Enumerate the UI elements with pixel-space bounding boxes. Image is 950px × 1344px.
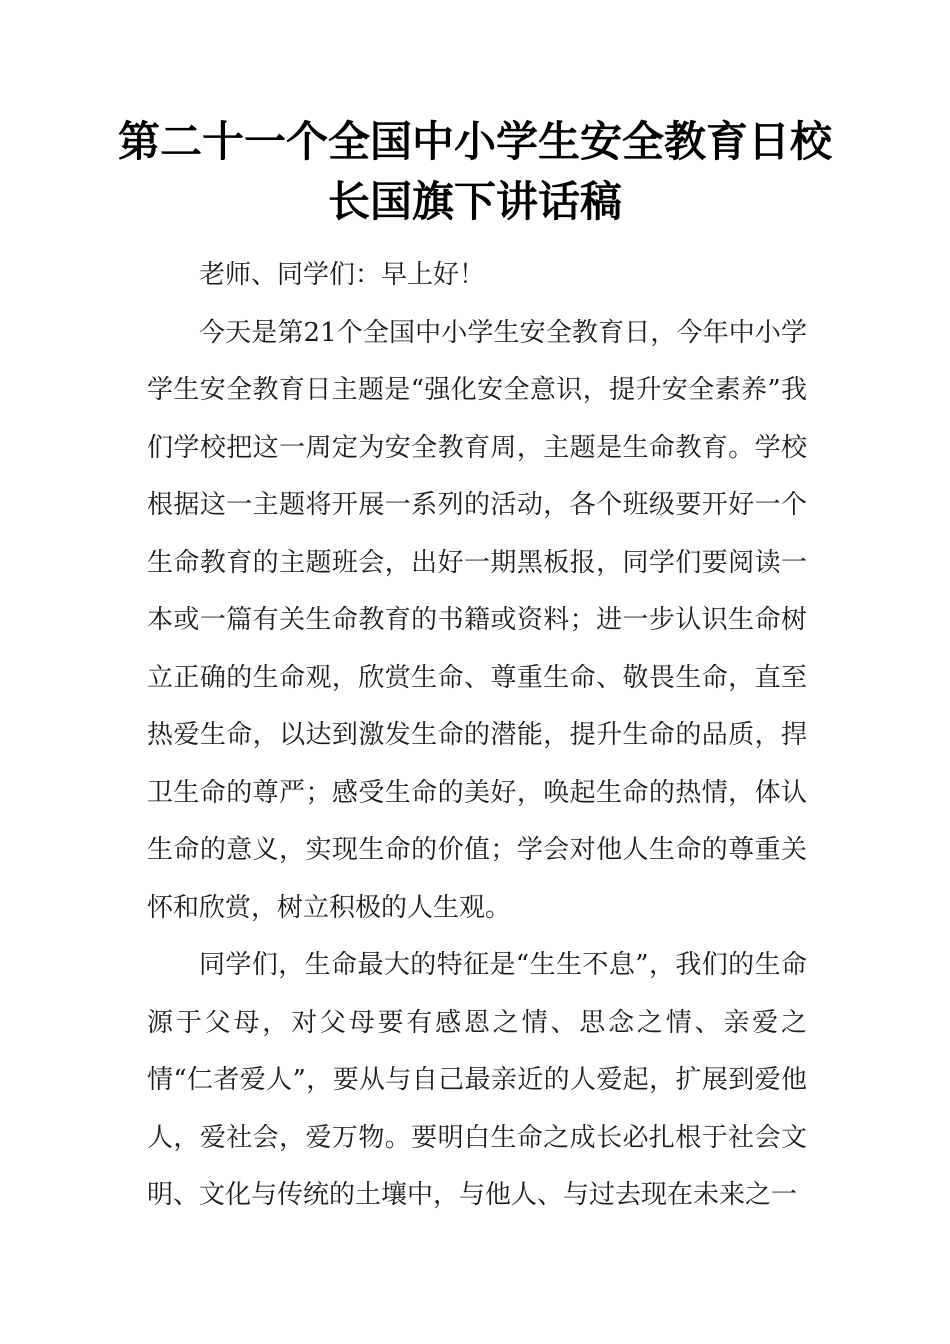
document-title: 第二十一个全国中小学生安全教育日校长国旗下讲话稿 xyxy=(117,117,832,226)
body-paragraph: 今天是第21个全国中小学生安全教育日，今年中小学学生安全教育日主题是“强化安全意识，提升安全素养”我们学校把这一周定为安全教育周，主题是生命教育。学校根据这一主题将开展一系列的活动，各个班级要开好一个生命教育的主题班会，出好一期黑板报，同学们要阅读一本或一篇有关生命教育的书籍或资料；进一步认识生命树立正确的生命观，欣赏生命、尊重生命、敬畏生命，直至热爱生命，以达到激发生命的潜能，提升生命的品质，捍卫生命的尊严；感受生命的美好，唤起生命的热情，体认生命的意义，实现生命的价值；学会对他人生命的尊重关怀和欣赏，树立积极的人生观。 xyxy=(147,317,807,923)
document-body xyxy=(147,247,807,1225)
greeting-paragraph: 老师、同学们：早上好！ xyxy=(199,260,486,290)
body-paragraph: 同学们，生命最大的特征是“生生不息”，我们的生命源于父母，对父母要有感恩之情、思念之情、亲爱之情“仁者爱人”，要从与自己最亲近的人爱起，扩展到爱他人，爱社会，爱万物。要明白生命之成长必扎根于社会文明、文化与传统的土壤中，与他人、与过去现在未来之一 xyxy=(147,950,807,1210)
